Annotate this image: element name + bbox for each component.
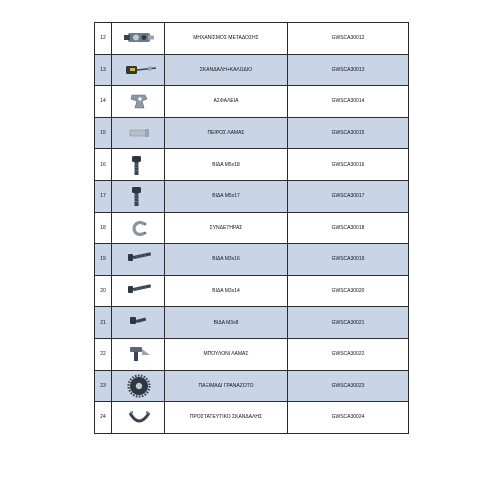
table-row [95, 402, 409, 434]
item-number: 19 [95, 244, 112, 276]
part-image-cell [112, 23, 165, 55]
short-screw-icon [112, 308, 164, 338]
part-code: GWSCA30024 [288, 402, 409, 434]
transmission-mechanism-icon [112, 23, 164, 53]
item-number: 16 [95, 149, 112, 181]
part-image-cell [112, 212, 165, 244]
part-image-cell [112, 180, 165, 212]
blade-bolt-icon [112, 339, 164, 369]
part-image-cell [112, 338, 165, 370]
table-row [95, 149, 409, 181]
part-code: GWSCA30022 [288, 338, 409, 370]
item-number: 23 [95, 370, 112, 402]
part-name: ΒΙΔΑ Μ3x8 [165, 307, 288, 339]
part-image-cell [112, 402, 165, 434]
part-code: GWSCA30020 [288, 275, 409, 307]
table-row [95, 212, 409, 244]
parts-table [94, 22, 409, 434]
table-row [95, 307, 409, 339]
part-name: ΒΙΔΑ Μ3x14 [165, 275, 288, 307]
part-name: ΜΗΧΑΝΙΣΜΟΣ ΜΕΤΑΔΟΣΗΣ [165, 23, 288, 55]
part-name: ΣΥΝΔΕΤΗΡΑΣ [165, 212, 288, 244]
retaining-clip-icon [112, 213, 164, 243]
long-screw-icon [112, 276, 164, 306]
item-number: 24 [95, 402, 112, 434]
trigger-guard-icon [112, 402, 164, 432]
item-number: 18 [95, 212, 112, 244]
part-name: ΒΙΔΑ Μ3x16 [165, 244, 288, 276]
part-image-cell [112, 117, 165, 149]
part-name: ΠΑΞΙΜΑΔΙ ΓΡΑΝΑΖΟΤΟ [165, 370, 288, 402]
item-number: 13 [95, 54, 112, 86]
part-image-cell [112, 149, 165, 181]
part-code: GWSCA30012 [288, 23, 409, 55]
part-image-cell [112, 54, 165, 86]
part-code: GWSCA30019 [288, 244, 409, 276]
table-row [95, 275, 409, 307]
table-row [95, 338, 409, 370]
item-number: 21 [95, 307, 112, 339]
part-image-cell [112, 275, 165, 307]
part-code: GWSCA30013 [288, 54, 409, 86]
table-row [95, 370, 409, 402]
part-image-cell [112, 370, 165, 402]
item-number: 15 [95, 117, 112, 149]
part-code: GWSCA30014 [288, 86, 409, 118]
part-code: GWSCA30023 [288, 370, 409, 402]
table-row [95, 244, 409, 276]
part-image-cell [112, 244, 165, 276]
safety-clip-icon [112, 86, 164, 116]
item-number: 17 [95, 180, 112, 212]
part-name: ΜΠΟΥΛΟΝΙ ΛΑΜΑΣ [165, 338, 288, 370]
item-number: 20 [95, 275, 112, 307]
item-number: 22 [95, 338, 112, 370]
part-image-cell [112, 86, 165, 118]
part-code: GWSCA30021 [288, 307, 409, 339]
part-image-cell [112, 307, 165, 339]
item-number: 12 [95, 23, 112, 55]
part-name: ΣΚΑΝΔΑΛΗ+ΚΑΛΩΔΙΟ [165, 54, 288, 86]
part-code: GWSCA30017 [288, 180, 409, 212]
screw-icon [112, 181, 164, 211]
item-number: 14 [95, 86, 112, 118]
part-code: GWSCA30018 [288, 212, 409, 244]
part-name: ΒΙΔΑ Μ5x17 [165, 180, 288, 212]
part-name: ΑΣΦΑΛΕΙΑ [165, 86, 288, 118]
long-screw-icon [112, 244, 164, 274]
blade-pin-icon [112, 118, 164, 148]
part-name: ΠΡΟΣΤΑΤΕΥΤΙΚΟ ΣΚΑΝΔΑΛΗΣ [165, 402, 288, 434]
part-code: GWSCA30015 [288, 117, 409, 149]
screw-icon [112, 150, 164, 180]
part-code: GWSCA30016 [288, 149, 409, 181]
table-row [95, 180, 409, 212]
table-row [95, 117, 409, 149]
part-name: ΒΙΔΑ Μ5x18 [165, 149, 288, 181]
part-name: ΠΕΙΡΟΣ ΛΑΜΑΣ [165, 117, 288, 149]
table-row [95, 54, 409, 86]
table-row [95, 23, 409, 55]
gear-nut-icon [112, 371, 164, 401]
trigger-cable-icon [112, 55, 164, 85]
table-row [95, 86, 409, 118]
parts-table-body [95, 23, 409, 434]
